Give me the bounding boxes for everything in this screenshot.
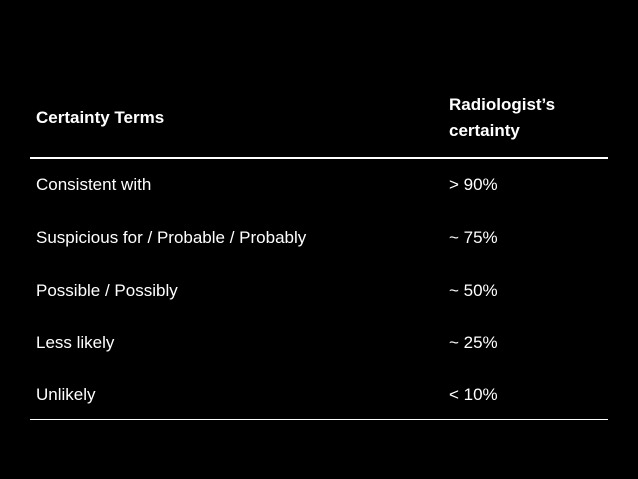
- row-certainty: ~ 75%: [449, 228, 498, 247]
- header-certainty-line1: Radiologist’s: [449, 95, 556, 114]
- row-certainty: ~ 50%: [449, 281, 498, 300]
- row-certainty: < 10%: [449, 385, 498, 404]
- row-term: Consistent with: [36, 175, 152, 194]
- table-row: [0, 382, 638, 408]
- row-term: Less likely: [36, 333, 115, 352]
- header-certainty-terms: Certainty Terms: [36, 108, 165, 127]
- header-radiologist-certainty: [449, 92, 609, 144]
- table-row: [0, 225, 638, 251]
- table-row: [0, 172, 638, 198]
- table-row: [0, 330, 638, 356]
- header-certainty-line2: certainty: [449, 121, 520, 140]
- table-bottom-rule: [30, 419, 608, 420]
- row-term: Suspicious for / Probable / Probably: [36, 228, 307, 247]
- row-term: Unlikely: [36, 385, 96, 404]
- row-certainty: ~ 25%: [449, 333, 498, 352]
- row-certainty: > 90%: [449, 175, 498, 194]
- header-divider: [30, 157, 608, 159]
- table-row: [0, 278, 638, 304]
- row-term: Possible / Possibly: [36, 281, 178, 300]
